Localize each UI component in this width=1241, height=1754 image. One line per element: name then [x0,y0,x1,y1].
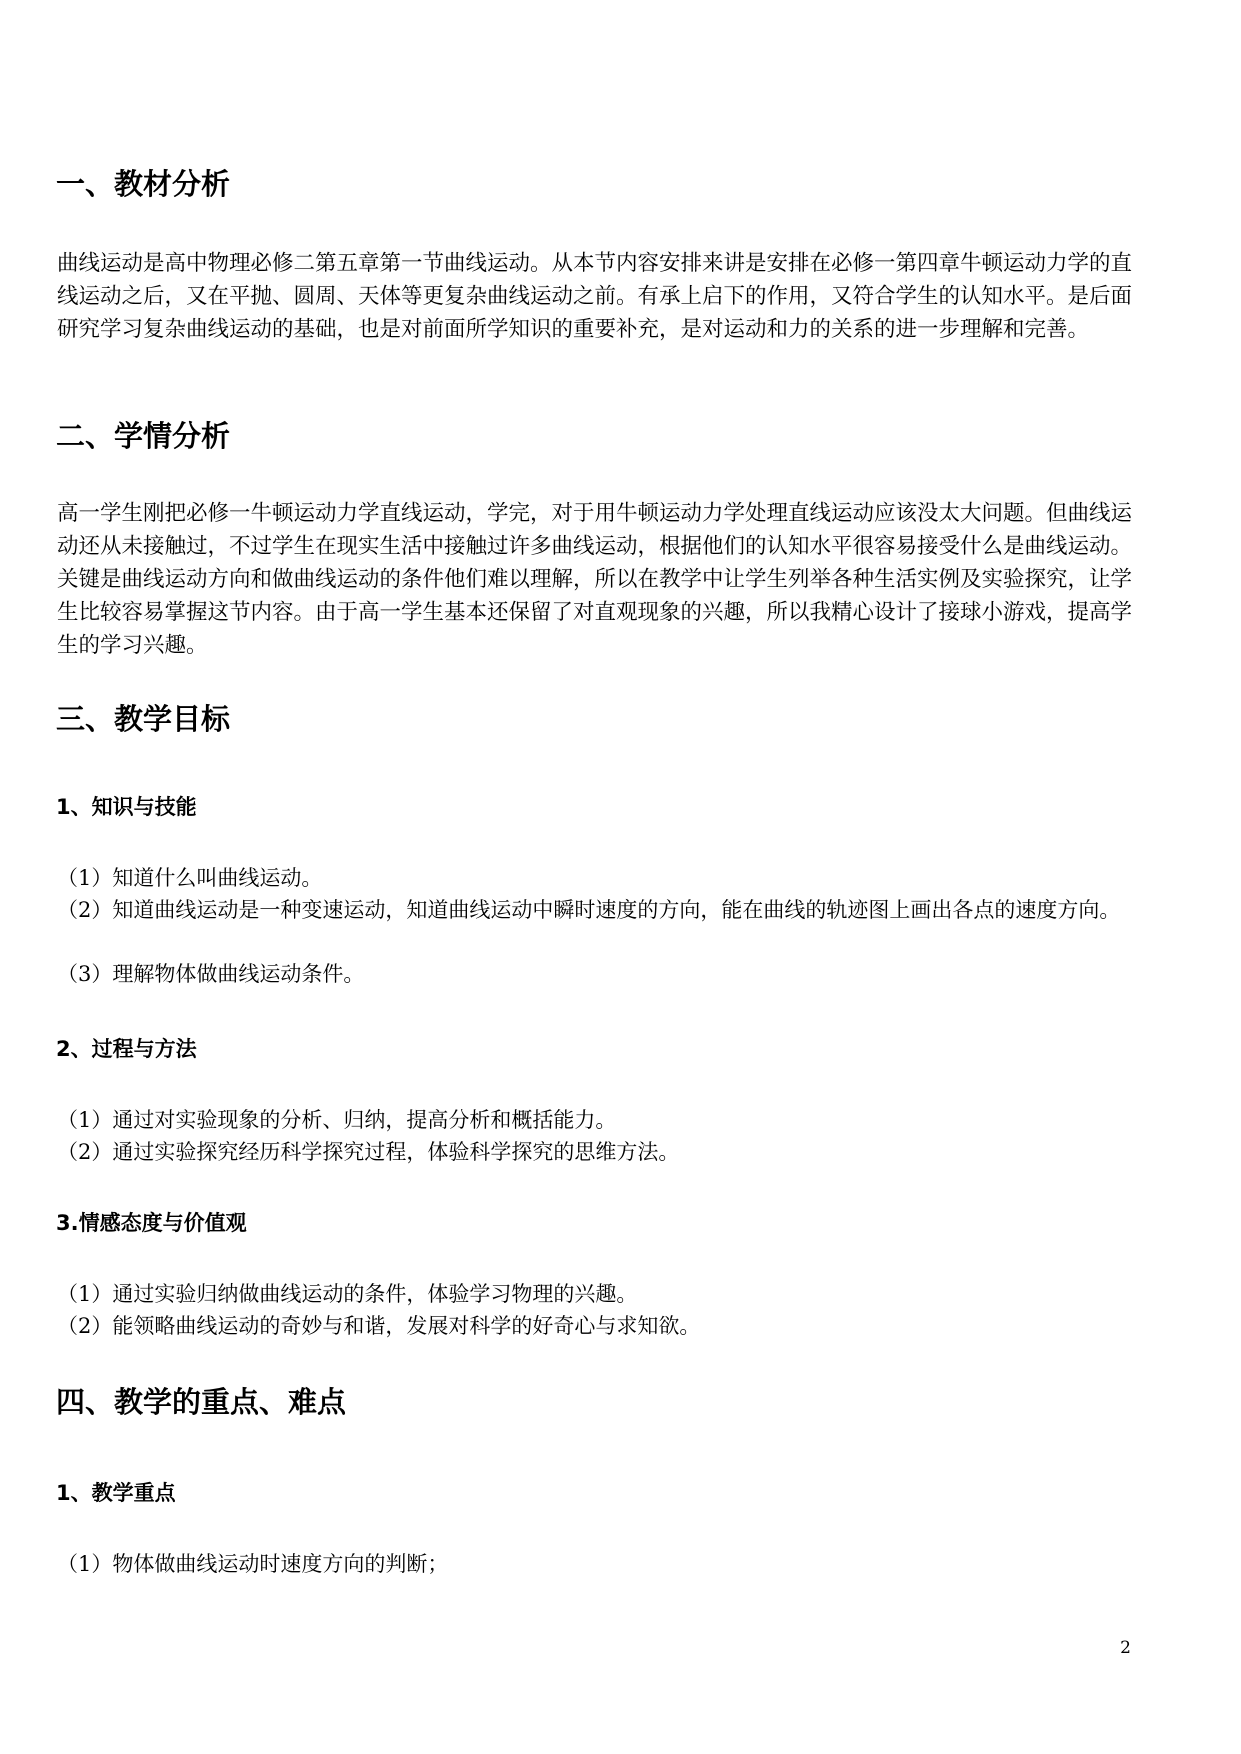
subheading-teaching-focus: 1、教学重点 [56,1481,176,1505]
paragraph-student-analysis: 高一学生刚把必修一牛顿运动力学直线运动，学完，对于用牛顿运动力学处理直线运动应该没太大问题。但曲线运动还从未接触过，不过学生在现实生活中接触过许多曲线运动，根据他们的认知水平很容易接受什么是曲线运动。关键是曲线运动方向和做曲线运动的条件他们难以理解，所以在教学中让学生列举各种生活实例及实验探究，让学生比较容易掌握这节内容。由于高一学生基本还保留了对直观现象的兴趣，所以我精心设计了接球小游戏，提高学生的学习兴趣。 [57,501,1133,658]
list-item: （2）知道曲线运动是一种变速运动，知道曲线运动中瞬时速度的方向，能在曲线的轨迹图上画出各点的速度方向。 [57,898,1121,922]
section-heading-key-difficult-points: 四、教学的重点、难点 [56,1385,347,1419]
section-heading-teaching-objectives: 三、教学目标 [56,702,231,736]
list-item: （1）通过实验归纳做曲线运动的条件，体验学习物理的兴趣。 [57,1282,638,1306]
subheading-process-methods: 2、过程与方法 [56,1037,197,1061]
section-heading-textbook-analysis: 一、教材分析 [56,167,231,201]
paragraph-textbook-analysis: 曲线运动是高中物理必修二第五章第一节曲线运动。从本节内容安排来讲是安排在必修一第四章牛顿运动力学的直线运动之后，又在平抛、圆周、天体等更复杂曲线运动之前。有承上启下的作用，又符合学生的认知水平。是后面研究学习复杂曲线运动的基础，也是对前面所学知识的重要补充，是对运动和力的关系的进一步理解和完善。 [57,251,1133,342]
list-item: （1）通过对实验现象的分析、归纳，提高分析和概括能力。 [57,1108,617,1132]
page-number: 2 [1120,1638,1131,1658]
list-item: （2）能领略曲线运动的奇妙与和谐，发展对科学的好奇心与求知欲。 [57,1314,701,1338]
subheading-knowledge-skills: 1、知识与技能 [56,795,197,819]
list-item: （2）通过实验探究经历科学探究过程，体验科学探究的思维方法。 [57,1140,680,1164]
section-heading-student-analysis: 二、学情分析 [56,419,231,453]
list-item: （1）知道什么叫曲线运动。 [57,866,323,890]
list-item: （1）物体做曲线运动时速度方向的判断； [57,1552,449,1576]
list-item: （3）理解物体做曲线运动条件。 [57,962,365,986]
subheading-emotion-values: 3.情感态度与价值观 [56,1211,247,1235]
